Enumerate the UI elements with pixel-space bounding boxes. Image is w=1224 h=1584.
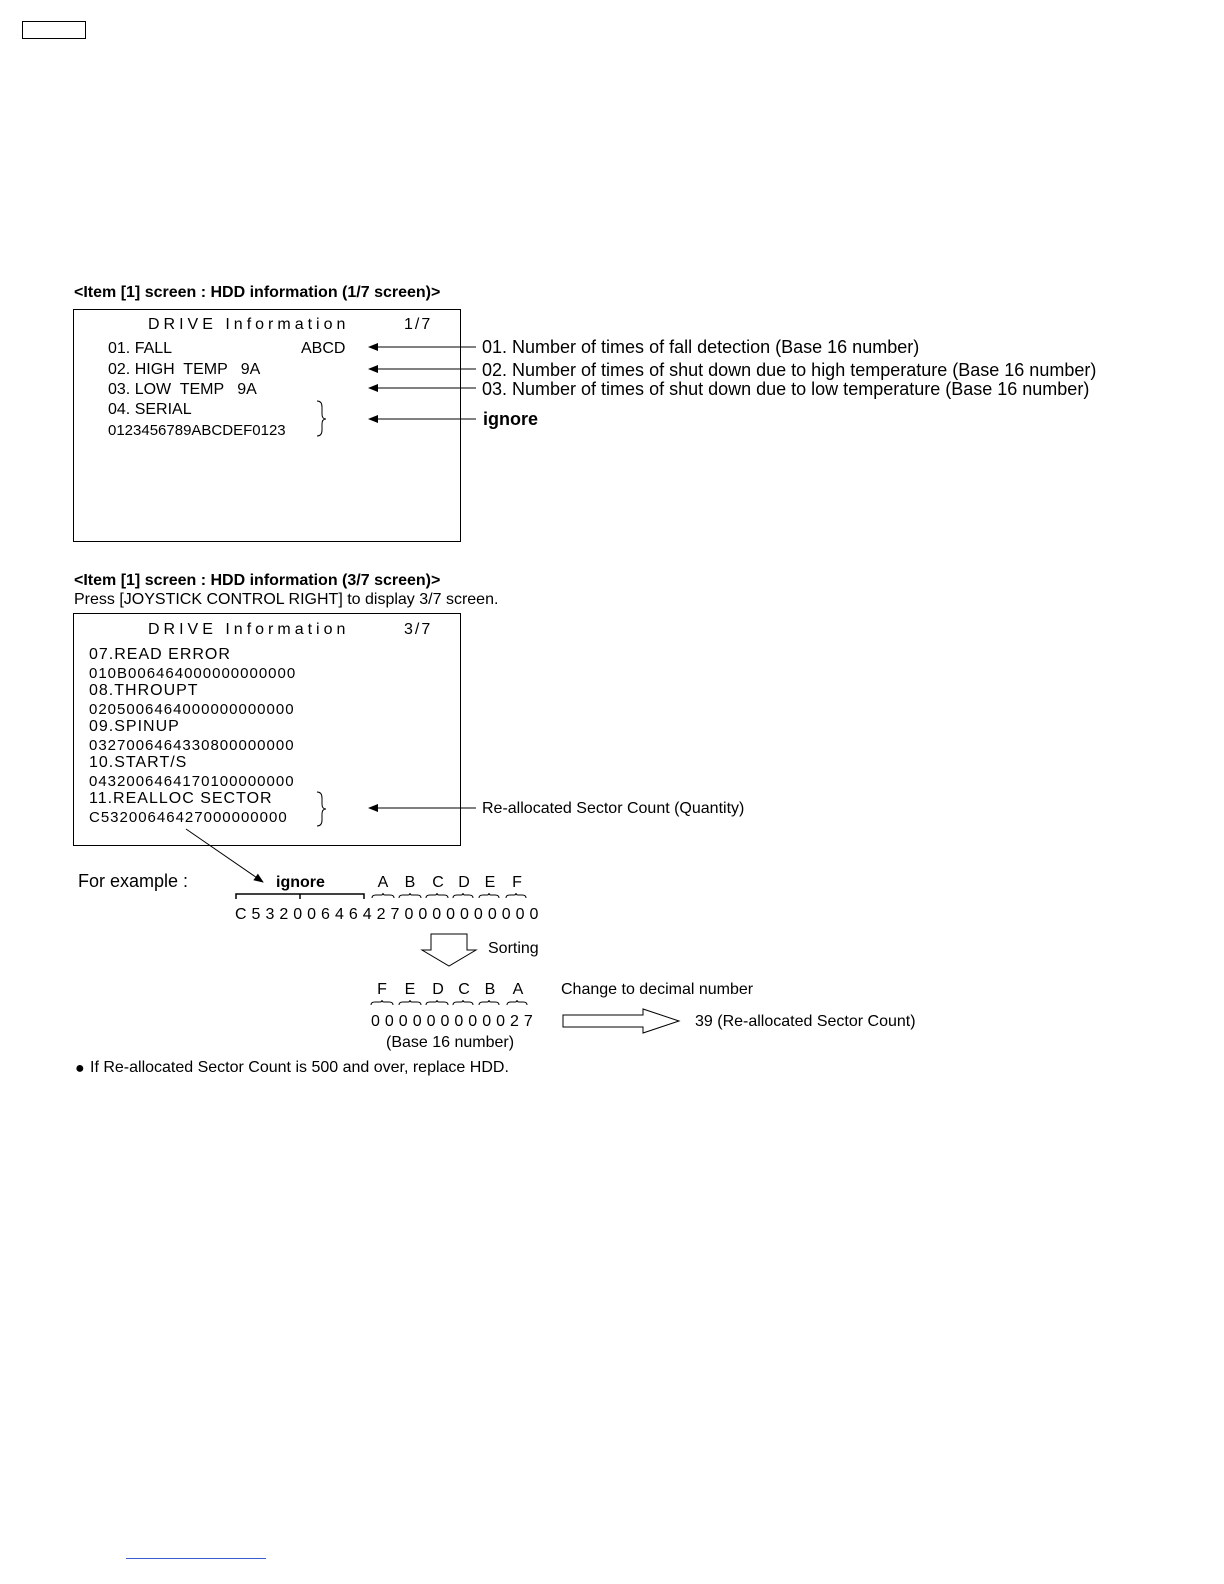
screen-line-read-error-value: 010B006464000000000000 — [89, 665, 297, 682]
screen-line-realloc-value: C53200646427000000000 — [89, 809, 288, 826]
screen-line-starts: 10.START/S — [89, 754, 188, 771]
screen-page: 1/7 — [404, 316, 433, 333]
base-note: (Base 16 number) — [386, 1034, 515, 1051]
screen-line-spinup: 09.SPINUP — [89, 718, 180, 735]
ignore-bracket — [236, 894, 364, 899]
annotation-low-temp: 03. Number of times of shut down due to low temperature (Base 16 number) — [482, 379, 1090, 399]
note-bullet: ● — [75, 1060, 85, 1077]
sorted-letter-b: B — [484, 981, 496, 998]
letter-f: F — [512, 874, 522, 891]
note-text: If Re-allocated Sector Count is 500 and over, replace HDD. — [90, 1059, 509, 1076]
annotation-ignore: ignore — [483, 409, 539, 429]
sorted-letter-f: F — [377, 981, 387, 998]
example-hex-string: C532006464270000000000 — [235, 906, 544, 923]
screen-line-spinup-value: 0327006464330800000000 — [89, 737, 295, 754]
brace-serial — [317, 401, 326, 436]
section1-heading: <Item [1] screen : HDD information (1/7 screen)> — [74, 284, 441, 301]
sorting-label: Sorting — [488, 940, 539, 957]
example-ignore-label: ignore — [276, 874, 325, 891]
screen-line-realloc: 11.REALLOC SECTOR — [89, 790, 273, 807]
pointer-to-example — [186, 829, 263, 882]
convert-arrow — [563, 1009, 679, 1033]
example-label: For example : — [78, 871, 189, 891]
letter-e: E — [484, 874, 496, 891]
change-label: Change to decimal number — [561, 981, 754, 998]
result-text: 39 (Re-allocated Sector Count) — [695, 1013, 916, 1030]
letter-d: D — [458, 874, 470, 891]
annotation-realloc: Re-allocated Sector Count (Quantity) — [482, 800, 745, 817]
screen-line-starts-value: 0432006464170100000000 — [89, 773, 295, 790]
screen-title: DRIVE Information — [148, 316, 350, 333]
screen-line-high-temp: 02. HIGH TEMP 9A — [108, 361, 261, 378]
letter-b: B — [404, 874, 416, 891]
screen-line-fall-value: ABCD — [301, 340, 346, 357]
screen-line-fall: 01. FALL — [108, 340, 173, 357]
section2-heading: <Item [1] screen : HDD information (3/7 screen)> — [74, 572, 441, 589]
screen-line-throupt-value: 0205006464000000000000 — [89, 701, 295, 718]
top-letter-braces — [372, 893, 526, 898]
annotation-high-temp: 02. Number of times of shut down due to high temperature (Base 16 number) — [482, 360, 1097, 380]
screen-line-serial-value: 0123456789ABCDEF0123 — [108, 422, 286, 439]
sorted-letter-e: E — [404, 981, 416, 998]
screen-line-serial: 04. SERIAL — [108, 401, 192, 418]
letter-a: A — [377, 874, 389, 891]
screen-line-throupt: 08.THROUPT — [89, 682, 199, 699]
sorted-letter-a: A — [512, 981, 524, 998]
sorted-letter-d: D — [432, 981, 444, 998]
annotation-fall: 01. Number of times of fall detection (Base 16 number) — [482, 337, 920, 357]
sorting-arrow — [422, 934, 476, 966]
brace-realloc — [317, 792, 326, 826]
sorted-letter-c: C — [458, 981, 470, 998]
screen-line-read-error: 07.READ ERROR — [89, 646, 231, 663]
letter-c: C — [432, 874, 444, 891]
sorted-string: 000000000027 — [371, 1013, 538, 1030]
section2-instruction: Press [JOYSTICK CONTROL RIGHT] to display 3/7 screen. — [74, 591, 499, 608]
screen-line-low-temp: 03. LOW TEMP 9A — [108, 381, 257, 398]
screen-page: 3/7 — [404, 621, 433, 638]
sorted-letter-braces — [371, 1000, 527, 1005]
screen-title: DRIVE Information — [148, 621, 350, 638]
